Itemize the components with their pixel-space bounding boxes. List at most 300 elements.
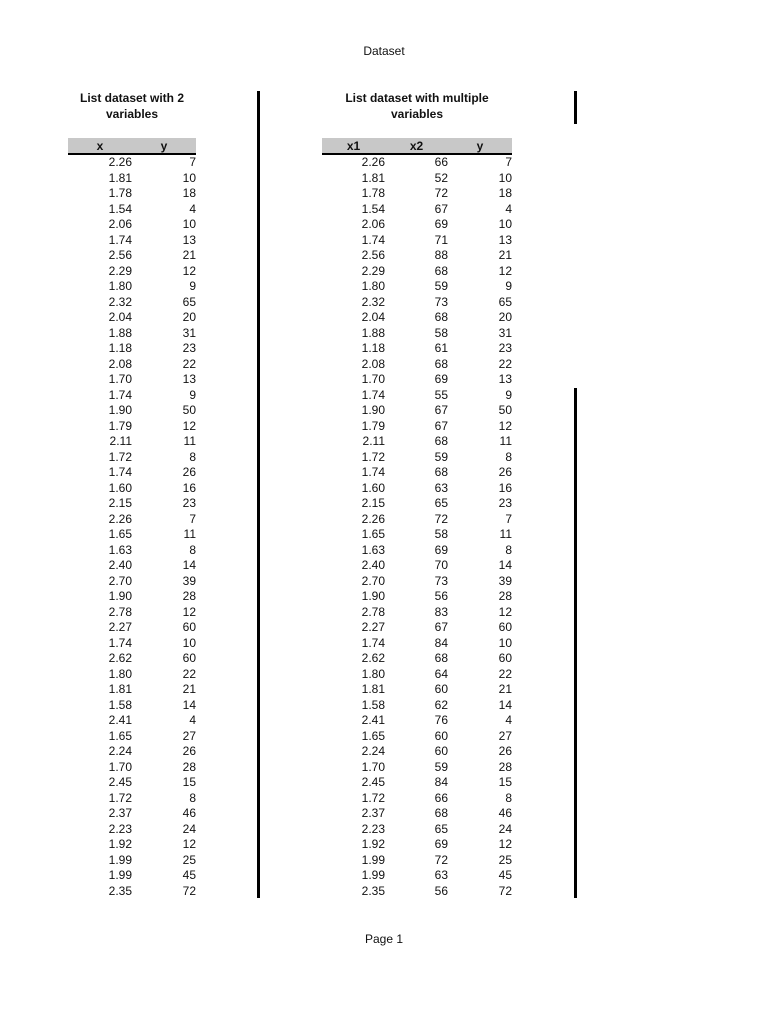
- table-cell: 1.74: [108, 387, 132, 402]
- table-cell: 2.08: [108, 356, 132, 371]
- table-cell: 24: [182, 821, 196, 836]
- table-cell: 2.32: [108, 294, 132, 309]
- table-cell: 20: [182, 310, 196, 324]
- table-cell: 2.40: [361, 558, 385, 572]
- table-cell: 70: [434, 558, 448, 572]
- table-row: [322, 837, 512, 853]
- table-cell: 10: [498, 170, 512, 185]
- table-cell: 20: [498, 310, 512, 324]
- table-cell: 59: [434, 279, 448, 293]
- table-cell: 1.78: [361, 186, 385, 200]
- table-cell: 69: [434, 837, 448, 851]
- table-cell: 60: [434, 682, 448, 696]
- table-cell: 67: [434, 418, 448, 433]
- table-cell: 2.26: [361, 155, 385, 169]
- table-row: [68, 248, 196, 264]
- table-cell: 11: [499, 527, 512, 541]
- table-cell: 66: [434, 155, 448, 169]
- column-header-y: y: [448, 138, 512, 154]
- table-row: [68, 775, 196, 791]
- table-cell: 72: [434, 511, 448, 526]
- table-cell: 59: [434, 759, 448, 774]
- table-cell: 8: [505, 449, 512, 464]
- table-cell: 1.99: [361, 868, 385, 882]
- table-cell: 67: [434, 201, 448, 216]
- table-cell: 2.15: [108, 496, 132, 510]
- table-cell: 55: [434, 387, 448, 402]
- table-row: [322, 481, 512, 497]
- table-row: [322, 388, 512, 404]
- table-row: [68, 543, 196, 559]
- table-row: [322, 853, 512, 869]
- page-header: Dataset: [363, 44, 405, 58]
- table-cell: 2.45: [108, 775, 132, 789]
- table-cell: 11: [499, 434, 512, 448]
- table-cell: 1.63: [361, 542, 385, 557]
- table-cell: 1.90: [361, 589, 385, 603]
- table-cell: 23: [182, 341, 196, 355]
- table-cell: 22: [498, 666, 512, 681]
- table-row: [68, 620, 196, 636]
- two-variable-table: [68, 138, 196, 899]
- table-cell: 2.29: [361, 263, 385, 278]
- table-cell: 9: [189, 387, 196, 402]
- table-cell: 2.32: [361, 294, 385, 309]
- table-row: [322, 806, 512, 822]
- table-cell: 2.37: [108, 806, 132, 820]
- table-row: [68, 419, 196, 435]
- table-cell: 84: [434, 775, 448, 789]
- table-cell: 12: [182, 837, 196, 851]
- table-cell: 65: [434, 496, 448, 510]
- table-cell: 26: [182, 744, 196, 758]
- table-cell: 1.90: [108, 589, 132, 603]
- table-cell: 31: [182, 325, 196, 340]
- table-row: [322, 496, 512, 512]
- table-cell: 10: [182, 170, 196, 185]
- table-row: [322, 636, 512, 652]
- table-row: [322, 357, 512, 373]
- table-row: [322, 434, 512, 450]
- table-cell: 1.81: [108, 170, 132, 185]
- table-cell: 2.56: [361, 248, 385, 262]
- table-row: [322, 465, 512, 481]
- left-divider-line: [257, 91, 260, 898]
- table-cell: 1.54: [108, 201, 132, 216]
- table-cell: 59: [434, 449, 448, 464]
- page-number: Page 1: [364, 932, 404, 946]
- table-cell: 28: [498, 759, 512, 774]
- table-cell: 8: [505, 542, 512, 557]
- multi-variable-table-body: [322, 154, 512, 899]
- table-cell: 1.65: [361, 728, 385, 743]
- table-cell: 12: [498, 604, 512, 619]
- table-row: [68, 574, 196, 590]
- table-cell: 1.18: [108, 341, 132, 355]
- table-row: [322, 651, 512, 667]
- table-cell: 4: [189, 713, 196, 727]
- table-cell: 45: [498, 868, 512, 882]
- table-cell: 1.74: [361, 635, 385, 650]
- table-row: [68, 744, 196, 760]
- table-row: [68, 264, 196, 280]
- table-cell: 65: [434, 821, 448, 836]
- table-cell: 71: [434, 232, 448, 247]
- table-cell: 1.88: [108, 325, 132, 340]
- table-cell: 69: [434, 372, 448, 386]
- table-row: [68, 558, 196, 574]
- table-cell: 12: [498, 418, 512, 433]
- table-cell: 21: [182, 682, 196, 696]
- table-cell: 2.23: [361, 821, 385, 836]
- table-cell: 8: [189, 542, 196, 557]
- table-cell: 26: [498, 465, 512, 479]
- table-cell: 23: [498, 496, 512, 510]
- column-header-x2: x2: [385, 138, 448, 154]
- table-cell: 7: [189, 155, 196, 169]
- table-cell: 1.88: [361, 325, 385, 340]
- table-row: [68, 154, 196, 171]
- table-row: [322, 186, 512, 202]
- table-cell: 9: [189, 279, 196, 293]
- two-variable-table-body: [68, 154, 196, 899]
- table-cell: 2.26: [361, 511, 385, 526]
- table-cell: 2.62: [108, 651, 132, 665]
- table-row: [322, 403, 512, 419]
- table-row: [68, 357, 196, 373]
- table-cell: 1.70: [108, 759, 132, 774]
- table-row: [68, 233, 196, 249]
- table-cell: 1.79: [108, 418, 132, 433]
- table-row: [322, 620, 512, 636]
- table-cell: 4: [189, 201, 196, 216]
- table-cell: 2.62: [361, 651, 385, 665]
- table-cell: 22: [498, 356, 512, 371]
- table-cell: 2.37: [361, 806, 385, 820]
- table-row: [322, 527, 512, 543]
- table-cell: 60: [182, 620, 196, 634]
- table-cell: 58: [434, 325, 448, 340]
- table-cell: 2.15: [361, 496, 385, 510]
- table-cell: 60: [182, 651, 196, 665]
- table-cell: 52: [434, 170, 448, 185]
- table-row: [322, 543, 512, 559]
- table-cell: 2.45: [361, 775, 385, 789]
- table-cell: 1.80: [361, 279, 385, 293]
- table-cell: 60: [498, 620, 512, 634]
- table-cell: 1.80: [108, 279, 132, 293]
- table-cell: 25: [498, 852, 512, 867]
- table-cell: 2.78: [108, 604, 132, 619]
- table-cell: 28: [498, 589, 512, 603]
- table-row: [322, 419, 512, 435]
- table-cell: 1.63: [108, 542, 132, 557]
- table-cell: 56: [434, 589, 448, 603]
- table-cell: 1.74: [108, 635, 132, 650]
- table-cell: 1.72: [361, 449, 385, 464]
- table-row: [68, 527, 196, 543]
- table-cell: 1.81: [361, 170, 385, 185]
- table-cell: 12: [182, 263, 196, 278]
- table-row: [68, 837, 196, 853]
- table-cell: 2.35: [361, 883, 385, 898]
- table-row: [322, 713, 512, 729]
- table-cell: 15: [182, 775, 196, 789]
- table-cell: 39: [182, 573, 196, 588]
- table-cell: 1.99: [108, 868, 132, 882]
- table-cell: 76: [434, 713, 448, 727]
- table-cell: 68: [434, 310, 448, 324]
- table-row: [322, 791, 512, 807]
- table-cell: 2.56: [108, 248, 132, 262]
- table-row: [322, 698, 512, 714]
- table-row: [68, 341, 196, 357]
- table-cell: 2.04: [108, 310, 132, 324]
- table-row: [322, 605, 512, 621]
- table-cell: 1.72: [108, 449, 132, 464]
- table-row: [322, 264, 512, 280]
- table-cell: 14: [182, 697, 196, 712]
- table-row: [322, 233, 512, 249]
- table-cell: 16: [498, 480, 512, 495]
- table-cell: 2.24: [361, 744, 385, 758]
- table-row: [322, 744, 512, 760]
- table-cell: 21: [182, 248, 196, 262]
- table-row: [322, 589, 512, 605]
- table-row: [68, 884, 196, 900]
- table-cell: 1.81: [108, 682, 132, 696]
- table-row: [322, 667, 512, 683]
- table-cell: 2.06: [361, 217, 385, 231]
- table-row: [68, 372, 196, 388]
- table-cell: 1.90: [108, 403, 132, 417]
- table-cell: 63: [434, 480, 448, 495]
- table-cell: 61: [434, 341, 448, 355]
- table-row: [68, 434, 196, 450]
- table-row: [68, 496, 196, 512]
- table-cell: 88: [434, 248, 448, 262]
- table-row: [322, 775, 512, 791]
- table-cell: 64: [434, 666, 448, 681]
- table-row: [68, 605, 196, 621]
- table-cell: 7: [505, 155, 512, 169]
- table-cell: 50: [498, 403, 512, 417]
- table-cell: 1.58: [361, 697, 385, 712]
- table-row: [68, 326, 196, 342]
- table-cell: 2.41: [361, 713, 385, 727]
- table-cell: 21: [498, 248, 512, 262]
- table-cell: 9: [505, 387, 512, 402]
- table-cell: 60: [498, 651, 512, 665]
- table-cell: 1.54: [361, 201, 385, 216]
- table-cell: 13: [498, 372, 512, 386]
- table-cell: 1.79: [361, 418, 385, 433]
- table-cell: 1.70: [108, 372, 132, 386]
- table-cell: 84: [434, 635, 448, 650]
- table-cell: 8: [189, 790, 196, 805]
- table-cell: 7: [505, 511, 512, 526]
- table-row: [322, 822, 512, 838]
- table-row: [68, 481, 196, 497]
- right-divider-line-top: [574, 91, 577, 124]
- table-cell: 72: [434, 852, 448, 867]
- table-cell: 4: [505, 713, 512, 727]
- table-cell: 27: [182, 728, 196, 743]
- multi-variable-table: [322, 138, 512, 899]
- table-cell: 68: [434, 434, 448, 448]
- table-row: [68, 279, 196, 295]
- table-cell: 1.58: [108, 697, 132, 712]
- table-cell: 1.65: [108, 728, 132, 743]
- table-row: [322, 326, 512, 342]
- table-cell: 1.90: [361, 403, 385, 417]
- table-row: [322, 295, 512, 311]
- table-row: [68, 388, 196, 404]
- table-cell: 2.11: [109, 434, 132, 448]
- table-cell: 8: [505, 790, 512, 805]
- table-cell: 22: [182, 666, 196, 681]
- table-row: [322, 202, 512, 218]
- table-cell: 2.04: [361, 310, 385, 324]
- table-cell: 1.65: [361, 527, 385, 541]
- table-row: [68, 186, 196, 202]
- table-cell: 10: [182, 635, 196, 650]
- table-row: [322, 729, 512, 745]
- table-cell: 39: [498, 573, 512, 588]
- table-cell: 1.74: [361, 232, 385, 247]
- table-cell: 2.29: [108, 263, 132, 278]
- table-row: [68, 729, 196, 745]
- table-row: [68, 295, 196, 311]
- table-row: [68, 636, 196, 652]
- table-row: [68, 171, 196, 187]
- table-cell: 12: [182, 604, 196, 619]
- table-cell: 9: [505, 279, 512, 293]
- table-row: [68, 822, 196, 838]
- column-header-x1: x1: [322, 138, 385, 154]
- table-row: [68, 806, 196, 822]
- table-row: [68, 310, 196, 326]
- table-cell: 26: [498, 744, 512, 758]
- table-cell: 2.11: [362, 434, 385, 448]
- table-cell: 68: [434, 806, 448, 820]
- left-section-title: List dataset with 2 variables: [79, 91, 185, 121]
- table-row: [68, 512, 196, 528]
- table-cell: 31: [498, 325, 512, 340]
- table-cell: 65: [498, 294, 512, 309]
- table-cell: 65: [182, 294, 196, 309]
- table-cell: 50: [182, 403, 196, 417]
- table-cell: 69: [434, 217, 448, 231]
- table-cell: 2.26: [108, 155, 132, 169]
- table-row: [322, 868, 512, 884]
- table-cell: 13: [182, 232, 196, 247]
- table-cell: 1.78: [108, 186, 132, 200]
- table-cell: 1.99: [108, 852, 132, 867]
- table-row: [322, 217, 512, 233]
- table-cell: 68: [434, 263, 448, 278]
- table-cell: 28: [182, 589, 196, 603]
- table-cell: 1.18: [361, 341, 385, 355]
- table-cell: 18: [498, 186, 512, 200]
- table-row: [68, 403, 196, 419]
- table-cell: 14: [498, 558, 512, 572]
- table-cell: 2.70: [108, 573, 132, 588]
- table-cell: 14: [182, 558, 196, 572]
- table-row: [322, 512, 512, 528]
- table-cell: 22: [182, 356, 196, 371]
- table-cell: 10: [498, 635, 512, 650]
- table-row: [322, 248, 512, 264]
- table-cell: 1.74: [108, 232, 132, 247]
- table-cell: 2.27: [361, 620, 385, 634]
- table-cell: 56: [434, 883, 448, 898]
- table-cell: 60: [434, 744, 448, 758]
- table-cell: 1.99: [361, 852, 385, 867]
- table-row: [322, 154, 512, 171]
- table-row: [322, 574, 512, 590]
- table-cell: 1.80: [108, 666, 132, 681]
- table-cell: 72: [182, 883, 196, 898]
- table-row: [68, 868, 196, 884]
- column-header-x: x: [68, 138, 132, 154]
- table-row: [68, 667, 196, 683]
- table-row: [68, 589, 196, 605]
- table-cell: 21: [498, 682, 512, 696]
- table-cell: 28: [182, 759, 196, 774]
- table-cell: 1.72: [361, 790, 385, 805]
- table-row: [68, 853, 196, 869]
- table-cell: 73: [434, 294, 448, 309]
- table-row: [68, 465, 196, 481]
- table-row: [68, 791, 196, 807]
- table-cell: 18: [182, 186, 196, 200]
- table-row: [322, 279, 512, 295]
- table-cell: 2.41: [108, 713, 132, 727]
- table-cell: 69: [434, 542, 448, 557]
- table-row: [68, 217, 196, 233]
- table-row: [68, 760, 196, 776]
- table-cell: 2.26: [108, 511, 132, 526]
- table-cell: 67: [434, 403, 448, 417]
- table-cell: 26: [182, 465, 196, 479]
- table-row: [322, 341, 512, 357]
- table-row: [68, 450, 196, 466]
- table-cell: 16: [182, 480, 196, 495]
- table-cell: 2.23: [108, 821, 132, 836]
- table-cell: 45: [182, 868, 196, 882]
- table-cell: 73: [434, 573, 448, 588]
- table-cell: 2.27: [108, 620, 132, 634]
- table-cell: 72: [498, 883, 512, 898]
- table-row: [68, 651, 196, 667]
- table-cell: 66: [434, 790, 448, 805]
- table-cell: 1.70: [361, 759, 385, 774]
- table-cell: 68: [434, 465, 448, 479]
- table-cell: 1.92: [361, 837, 385, 851]
- table-row: [322, 171, 512, 187]
- right-divider-line-bottom: [574, 388, 577, 898]
- table-row: [68, 682, 196, 698]
- table-cell: 46: [498, 806, 512, 820]
- table-row: [322, 760, 512, 776]
- column-header-y: y: [132, 138, 196, 154]
- table-row: [68, 713, 196, 729]
- table-row: [322, 558, 512, 574]
- table-row: [322, 884, 512, 900]
- table-cell: 46: [182, 806, 196, 820]
- table-row: [322, 682, 512, 698]
